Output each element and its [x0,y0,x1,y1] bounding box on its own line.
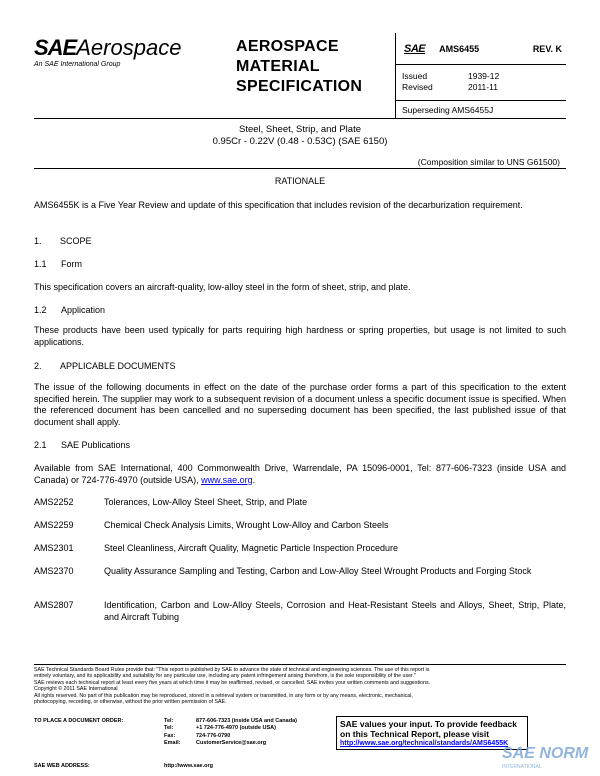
section-1-2-heading [34,305,105,315]
revised-label: Revised [402,82,433,92]
issued-label: Issued [402,71,428,81]
title-line-3: SPECIFICATION [236,78,363,95]
sae-website-link[interactable]: www.sae.org [201,474,253,485]
section-2-heading [34,361,176,371]
web-value: http://www.sae.org [164,763,213,769]
sae-mark: SAE [404,42,426,55]
issued-value: 1939-12 [468,71,500,81]
divider [34,168,566,169]
revision: REV. K [532,43,562,54]
footer-legal-text [34,667,566,705]
tel-label: Tel: [164,725,174,732]
stamp-text: SAE NORM [502,745,589,762]
sae-address-text: Available from SAE International, 400 Commonwealth Drive, Warrendale, PA 15096-0001, Tel: 877-606-7323 (inside USA and Canada) or 724-776-4970 (outside USA), [34,463,566,485]
footer-line: SAE reviews each technical report at least every five years at which time it may be reaffirmed, revised, or cancelled. SAE invites your written comments and suggestions. [34,679,431,686]
reference-row [34,566,566,578]
section-1-2-text: These products have been used typically for parts requiring high hardness or spring properties, but usage is not limited to such applications. [34,325,566,347]
doc-title-line1: Steel, Sheet, Strip, and Plate [239,124,361,135]
footer-line: entirely voluntary, and its applicability and suitability for any particular use, including any patent infringement arising therefrom, is the sole responsibility of the user." [34,673,416,680]
feedback-line2: on this Technical Report, please visit [340,729,490,739]
section-2-text: The issue of the following documents in effect on the date of the purchase order forms a part of this specification to the extent specified herein. The supplier may work to a subsequent revision of a document unless a specific document issue is specified. When the referenced document has been cancelled and no superseding document has been specified, the last published issue of that document shall apply. [34,382,566,427]
section-number: 1. [34,236,42,246]
order-label: TO PLACE A DOCUMENT ORDER: [34,718,124,724]
reference-row [34,497,566,509]
section-title: SAE Publications [61,440,131,450]
stamp-subtext: INTERNATIONAL [502,764,542,770]
rationale-heading: RATIONALE [274,176,326,186]
section-number: 2.1 [34,440,47,450]
section-title: APPLICABLE DOCUMENTS [60,361,176,371]
reference-row [34,520,566,532]
section-number: 1.1 [34,259,47,269]
footer-line: Copyright © 2011 SAE International [34,686,118,693]
title-line-1: AEROSPACE [236,38,339,55]
reference-text: Identification, Carbon and Low-Alloy Steels, Corrosion and Heat-Resistant Steels and Alloys, Sheet, Strip, Plate, and Aircraft Tubing [104,600,566,622]
reference-text: Quality Assurance Sampling and Testing, Carbon and Low-Alloy Steel Wrought Products and Forging Stock [104,566,532,576]
web-label: SAE WEB ADDRESS: [34,763,90,769]
section-2-1-heading [34,440,130,450]
feedback-line1: SAE values your input. To provide feedback [340,719,517,729]
email-label: Email: [164,739,181,746]
period: . [252,474,256,485]
reference-id: AMS2301 [34,543,74,553]
reference-id: AMS2252 [34,497,74,507]
footer-line: SAE Technical Standards Board Rules provide that: "This report is published by SAE to advance the state of technical and engineering sciences. The use of this report is [34,667,430,673]
rationale-text: AMS6455K is a Five Year Review and update of this specification that includes revision of the decarburization requirement. [34,200,523,210]
email-value: CustomerService@sae.org [196,739,267,746]
section-1-1-heading [34,259,82,269]
section-2-1-text [34,463,566,486]
document-header [34,33,566,119]
superseding: Superseding AMS6455J [402,105,494,115]
spec-info-block [396,33,566,119]
footer-line: All rights reserved. No part of this publication may be reproduced, stored in a retrieval system or transmitted, in any form or by any means, electronic, mechanical, [34,692,413,699]
fax-label: Fax: [164,732,176,739]
logo-aerospace: Aerospace [76,35,182,60]
footer-divider [34,664,566,665]
section-title: Application [61,305,106,315]
spec-title-block [228,33,396,119]
doc-title-line2: 0.95Cr - 0.22V (0.48 - 0.53C) (SAE 6150) [212,136,388,147]
tel-value: 877-606-7323 (inside USA and Canada) [196,718,297,724]
section-number: 1.2 [34,305,47,315]
logo-sae: SAE [34,35,77,60]
logo-subtitle: An SAE International Group [34,61,121,68]
feedback-link[interactable]: http://www.sae.org/technical/standards/AMS6455K [340,740,509,747]
order-contact-block [34,718,334,747]
sae-norm-stamp [496,738,589,772]
doc-number: AMS6455 [439,43,480,54]
document-title [34,124,566,148]
sae-aerospace-logo [34,37,224,68]
footer-line: photocopying, recording, or otherwise, without the prior written permission of SAE. [34,699,227,706]
reference-id: AMS2370 [34,566,74,576]
reference-id: AMS2807 [34,600,74,610]
reference-id: AMS2259 [34,520,74,530]
section-1-1-text: This specification covers an aircraft-quality, low-alloy steel in the form of sheet, strip, and plate. [34,282,411,292]
section-title: SCOPE [60,236,92,246]
reference-text: Steel Cleanliness, Aircraft Quality, Magnetic Particle Inspection Procedure [104,543,398,553]
reference-row [34,600,566,623]
reference-row [34,543,566,555]
tel-value: +1 724-776-4970 (outside USA) [196,725,276,732]
web-address-row [34,763,213,769]
composition-note: (Composition similar to UNS G61500) [417,157,560,167]
fax-value: 724-776-0790 [196,732,231,739]
title-line-2: MATERIAL [236,58,320,75]
revised-value: 2011-11 [468,82,498,92]
section-title: Form [61,259,82,269]
section-1-heading [34,236,92,246]
section-number: 2. [34,361,42,371]
tel-label: Tel: [164,718,174,724]
reference-text: Tolerances, Low-Alloy Steel Sheet, Strip, and Plate [104,497,308,507]
reference-text: Chemical Check Analysis Limits, Wrought Low-Alloy and Carbon Steels [104,520,389,530]
